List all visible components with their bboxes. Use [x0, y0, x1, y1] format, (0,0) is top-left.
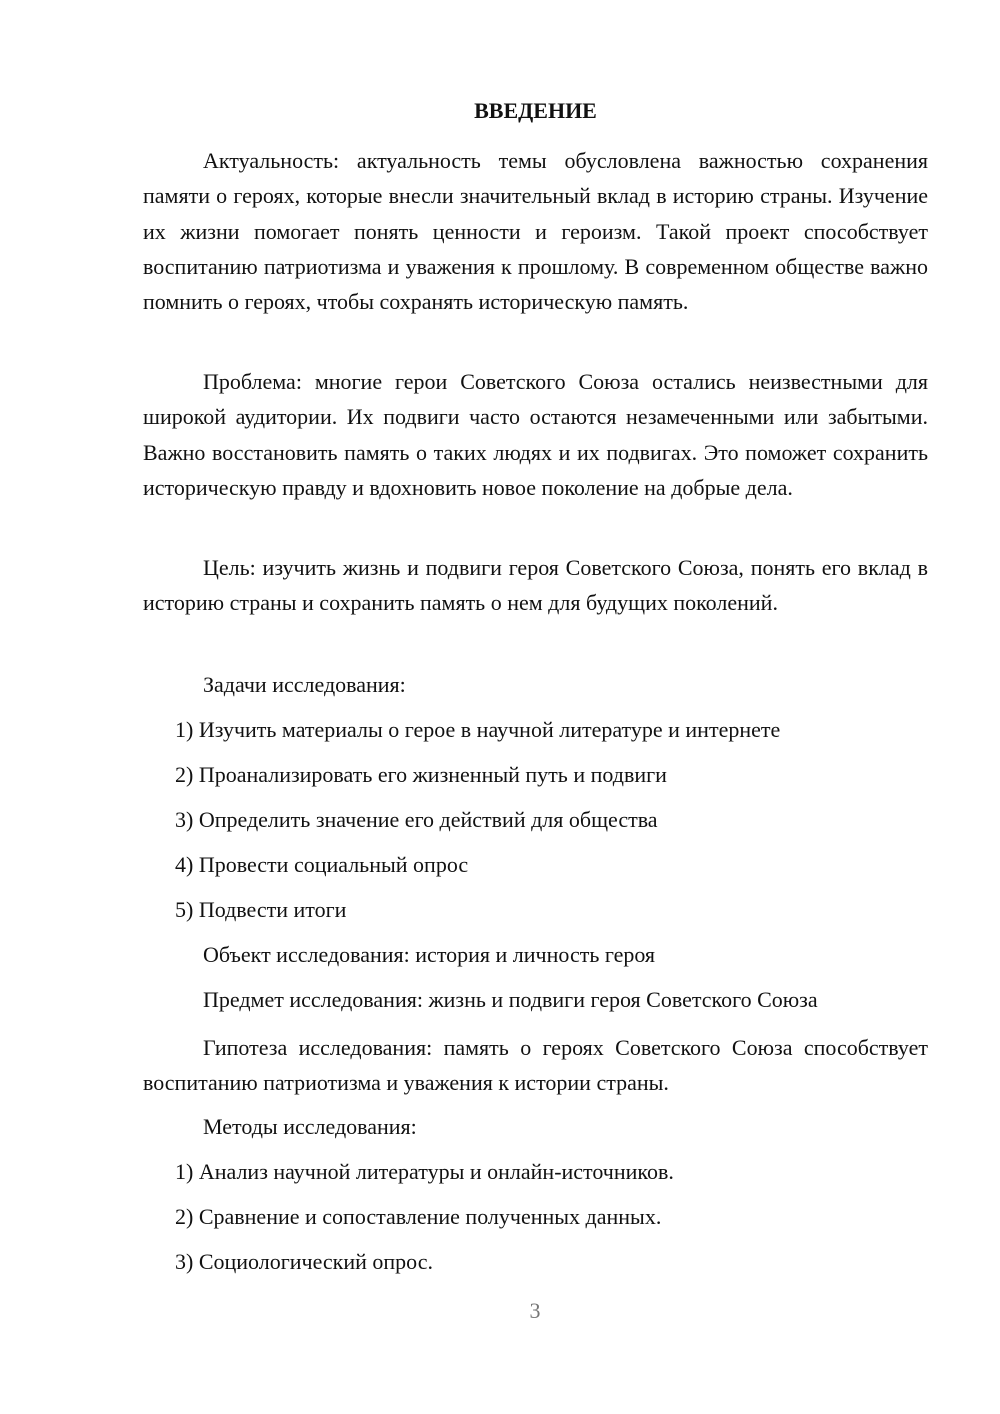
tasks-heading: Задачи исследования: — [203, 672, 406, 697]
method-item-2: 2) Сравнение и сопоставление полученных данных. — [175, 1204, 662, 1229]
problem-paragraph: Проблема: многие герои Советского Союза остались неизвестными для широкой аудитории. Их подвиги часто остаются незамеченными или забытыми. Важно восстановить память о таких людях и их подвигах. Это поможет сохранить историческую правду и вдохновить новое поколение на добрые дела. — [143, 369, 928, 500]
subject-line: Предмет исследования: жизнь и подвиги героя Советского Союза — [203, 987, 818, 1012]
task-item-1: 1) Изучить материалы о герое в научной литературе и интернете — [175, 717, 781, 742]
hypothesis-paragraph: Гипотеза исследования: память о героях Советского Союза способствует воспитанию патриотизма и уважения к истории страны. — [143, 1035, 928, 1096]
task-item-3: 3) Определить значение его действий для общества — [175, 807, 658, 832]
object-line: Объект исследования: история и личность героя — [203, 942, 656, 967]
method-item-3: 3) Социологический опрос. — [175, 1249, 433, 1274]
task-item-4: 4) Провести социальный опрос — [175, 852, 469, 877]
task-item-2: 2) Проанализировать его жизненный путь и подвиги — [175, 762, 667, 787]
page-number: 3 — [529, 1298, 541, 1323]
relevance-paragraph: Актуальность: актуальность темы обусловлена важностью сохранения памяти о героях, которые внесли значительный вклад в историю страны. Изучение их жизни помогает понять ценности и героизм. Такой проект способствует воспитанию патриотизма и уважения к прошлому. В современном обществе важно помнить о героях, чтобы сохранять историческую память. — [143, 148, 928, 315]
goal-paragraph: Цель: изучить жизнь и подвиги героя Советского Союза, понять его вклад в историю страны и сохранить память о нем для будущих поколений. — [143, 555, 928, 616]
task-item-5: 5) Подвести итоги — [175, 897, 347, 922]
page-title: ВВЕДЕНИЕ — [474, 98, 597, 123]
methods-heading: Методы исследования: — [203, 1114, 417, 1139]
method-item-1: 1) Анализ научной литературы и онлайн-источников. — [175, 1159, 674, 1184]
